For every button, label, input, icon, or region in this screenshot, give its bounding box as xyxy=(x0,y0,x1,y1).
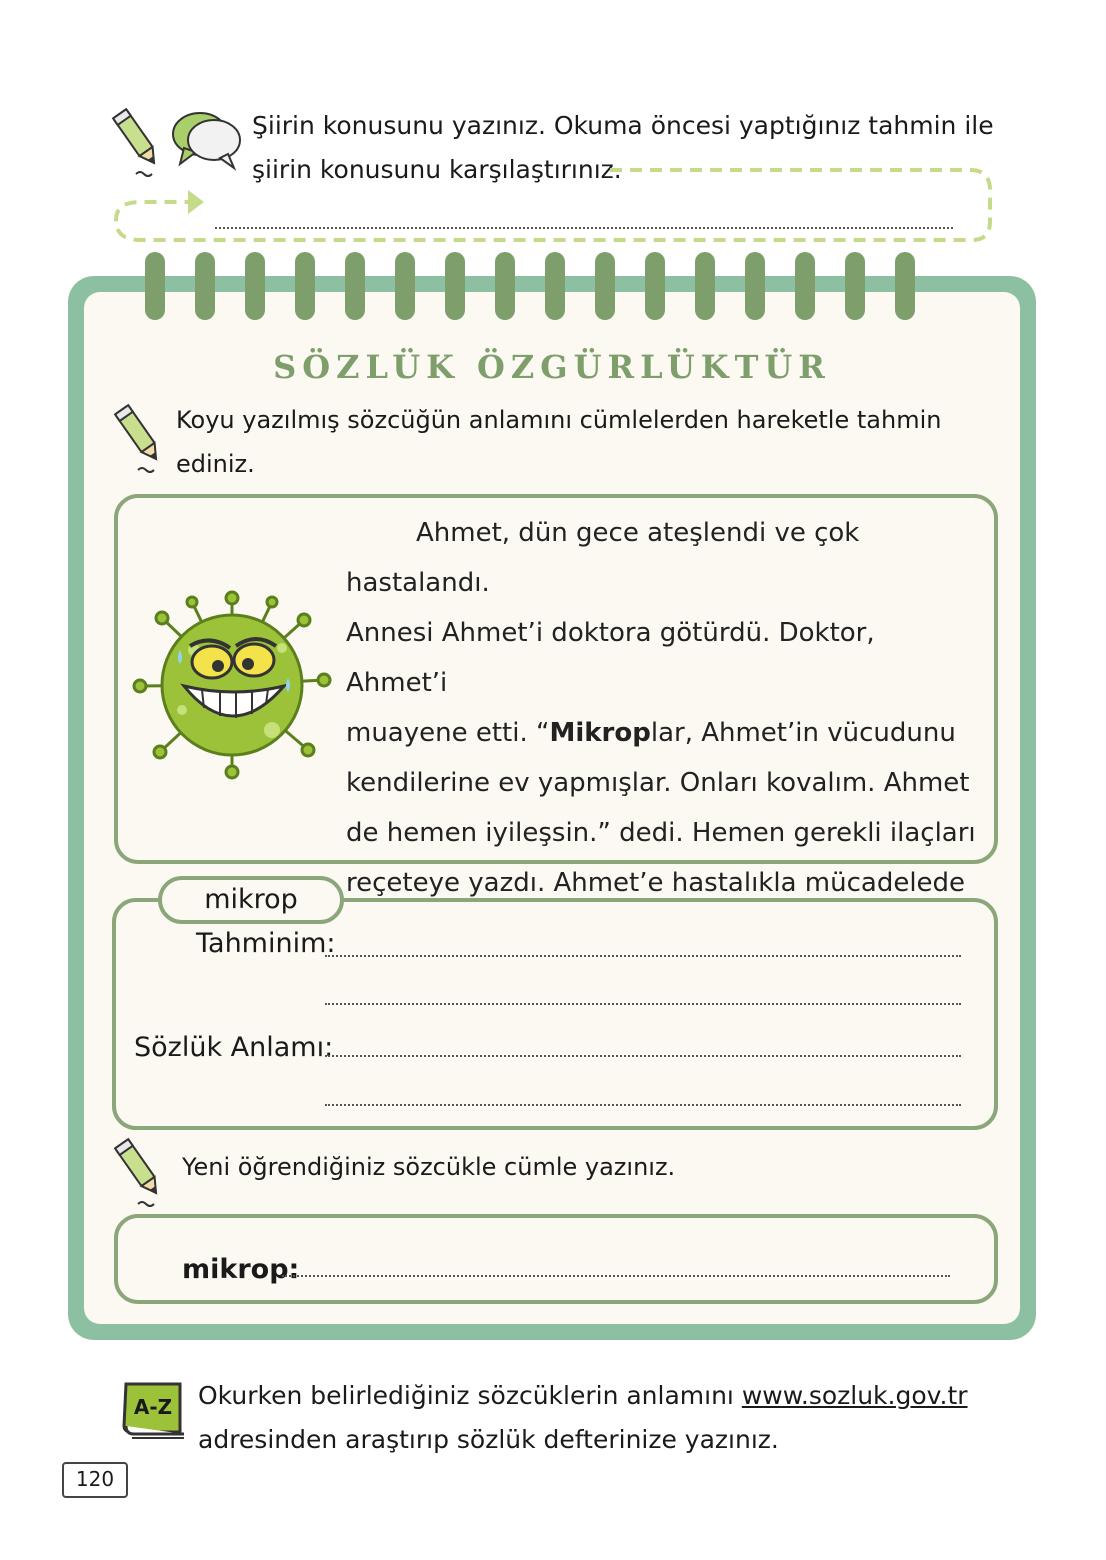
ring xyxy=(295,252,315,320)
book-label: A-Z xyxy=(133,1395,173,1419)
dashed-arrow-path xyxy=(110,160,1000,250)
story-line: de hemen iyileşsin.” dedi. Hemen gerekli ilaçları xyxy=(346,818,976,848)
task1-line1: Şiirin konusunu yazınız. Okuma öncesi yaptığınız tahmin ile xyxy=(252,111,994,140)
guess-label: Tahminim: xyxy=(196,928,336,959)
ring xyxy=(645,252,665,320)
word-tag: mikrop xyxy=(158,876,344,924)
guess-line-1[interactable] xyxy=(325,955,961,957)
bold-keyword: Mikrop xyxy=(549,718,651,748)
footer-line1 xyxy=(198,1374,998,1418)
answer-line-topic[interactable] xyxy=(215,227,953,229)
guess-line-2[interactable] xyxy=(325,1003,961,1005)
ring xyxy=(195,252,215,320)
story-line xyxy=(346,708,976,758)
meaning-line-2[interactable] xyxy=(325,1104,961,1106)
story-line: Ahmet, dün gece ateşlendi ve çok hastalandı. xyxy=(346,518,860,598)
ring xyxy=(595,252,615,320)
task1-line2: şiirin konusunu karşılaştırınız. xyxy=(252,155,622,184)
footer-line2: adresinden araştırıp sözlük defterinize yazınız. xyxy=(198,1425,779,1454)
sentence-answer-line[interactable] xyxy=(282,1275,950,1277)
story-text xyxy=(346,508,976,958)
ring xyxy=(745,252,765,320)
sentence-label: mikrop: xyxy=(182,1254,300,1285)
notebook-rings xyxy=(140,252,940,332)
instruction-line1: Koyu yazılmış sözcüğün anlamını cümlelerden hareketle tahmin ediniz. xyxy=(176,406,942,478)
sozluk-link[interactable]: www.sozluk.gov.tr xyxy=(741,1381,968,1410)
ring xyxy=(895,252,915,320)
dictionary-book-icon xyxy=(118,1376,192,1446)
ring xyxy=(345,252,365,320)
story-line: reçeteye yazdı. Ahmet’e hastalıkla mücadelede xyxy=(346,868,966,898)
page-number: 120 xyxy=(75,1467,115,1491)
ring xyxy=(145,252,165,320)
section-title: SÖZLÜK ÖZGÜRLÜKTÜR xyxy=(273,348,831,386)
story-line3-start: muayene etti. “ xyxy=(346,718,550,748)
page-number-badge xyxy=(62,1462,128,1498)
ring xyxy=(795,252,815,320)
ring xyxy=(495,252,515,320)
footer-line1-text: Okurken belirlediğiniz sözcüklerin anlamını xyxy=(198,1381,742,1410)
ring xyxy=(845,252,865,320)
sentence-instruction: Yeni öğrendiğiniz sözcükle cümle yazınız. xyxy=(182,1153,676,1181)
meaning-line-1[interactable] xyxy=(325,1055,961,1057)
ring xyxy=(245,252,265,320)
story-line: Annesi Ahmet’i doktora götürdü. Doktor, Ahmet’i xyxy=(346,618,875,698)
ring xyxy=(545,252,565,320)
meaning-label: Sözlük Anlamı: xyxy=(134,1032,334,1063)
ring xyxy=(395,252,415,320)
pencil-icon xyxy=(112,1134,168,1212)
pencil-icon xyxy=(112,400,168,478)
ring xyxy=(695,252,715,320)
virus-illustration xyxy=(132,590,332,780)
ring xyxy=(445,252,465,320)
story-line: kendilerine ev yapmışlar. Onları kovalım. Ahmet xyxy=(346,768,970,798)
story-line3-end: lar, Ahmet’in vücudunu xyxy=(650,718,956,748)
